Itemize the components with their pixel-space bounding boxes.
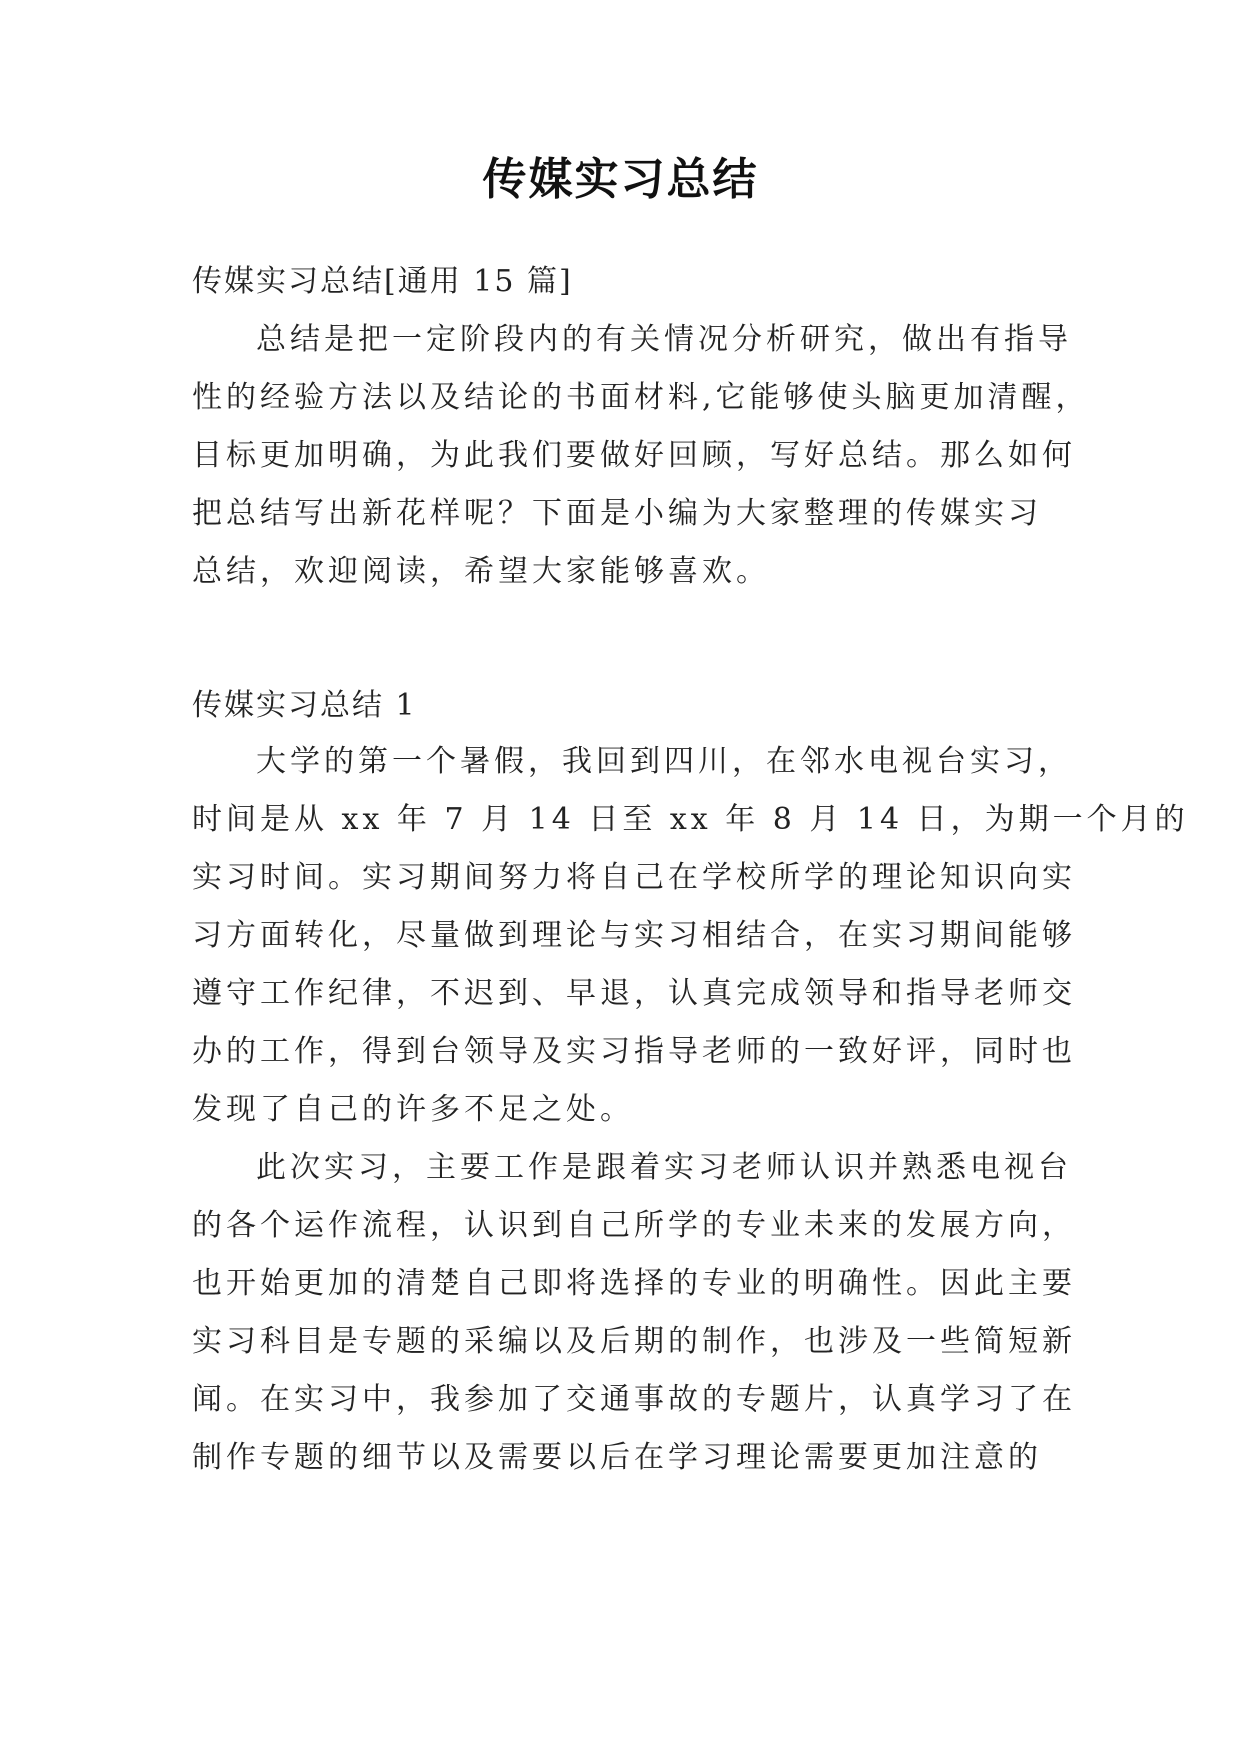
text-line: 的各个运作流程，认识到自己所学的专业未来的发展方向， — [192, 1208, 1076, 1243]
text-line: 总结，欢迎阅读，希望大家能够喜欢。 — [192, 554, 770, 589]
text-line: 此次实习，主要工作是跟着实习老师认识并熟悉电视台 — [256, 1150, 1072, 1185]
paragraph-1 — [192, 733, 1189, 1139]
text-line: 把总结写出新花样呢？下面是小编为大家整理的传媒实习 — [192, 496, 1042, 531]
text-line: 遵守工作纪律，不迟到、早退，认真完成领导和指导老师交 — [192, 976, 1076, 1011]
document-title: 传媒实习总结 — [482, 154, 759, 205]
intro-paragraph — [192, 311, 1090, 601]
text-line: 制作专题的细节以及需要以后在学习理论需要更加注意的 — [192, 1440, 1042, 1475]
text-line: 总结是把一定阶段内的有关情况分析研究，做出有指导 — [256, 322, 1072, 357]
text-line: 习方面转化，尽量做到理论与实习相结合，在实习期间能够 — [192, 918, 1076, 953]
text-line: 目标更加明确，为此我们要做好回顾，写好总结。那么如何 — [192, 438, 1076, 473]
text-line: 性的经验方法以及结论的书面材料,它能够使头脑更加清醒， — [192, 380, 1090, 415]
text-line: 实习科目是专题的采编以及后期的制作，也涉及一些简短新 — [192, 1324, 1076, 1359]
text-line: 办的工作，得到台领导及实习指导老师的一致好评，同时也 — [192, 1034, 1076, 1069]
document-subtitle: 传媒实习总结[通用 15 篇] — [192, 264, 573, 299]
paragraph-2 — [192, 1139, 1076, 1487]
text-line: 时间是从 xx 年 7 月 14 日至 xx 年 8 月 14 日，为期一个月的 — [192, 802, 1189, 837]
text-line: 闻。在实习中，我参加了交通事故的专题片，认真学习了在 — [192, 1382, 1076, 1417]
text-line: 也开始更加的清楚自己即将选择的专业的明确性。因此主要 — [192, 1266, 1076, 1301]
section-heading: 传媒实习总结 1 — [192, 688, 417, 723]
text-line: 发现了自己的许多不足之处。 — [192, 1092, 634, 1127]
text-line: 实习时间。实习期间努力将自己在学校所学的理论知识向实 — [192, 860, 1076, 895]
text-line: 大学的第一个暑假，我回到四川，在邻水电视台实习， — [256, 744, 1072, 779]
